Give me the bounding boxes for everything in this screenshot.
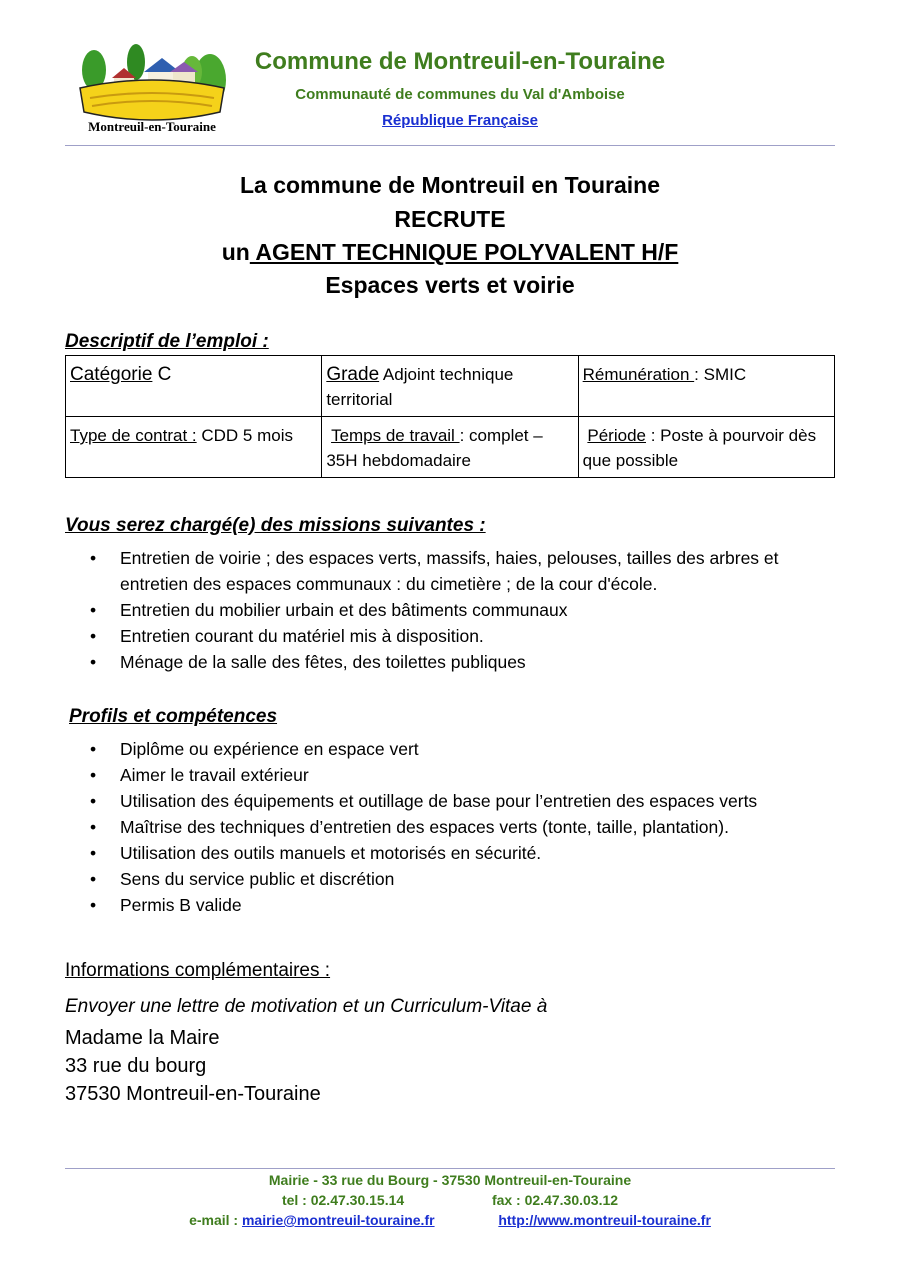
list-item: • Entretien du mobilier urbain et des bâtiments communaux xyxy=(65,597,835,623)
profile-heading: Profils et compétences xyxy=(69,706,278,727)
table-row xyxy=(66,356,835,417)
job-title-prefix: un xyxy=(221,239,250,265)
job-description-table xyxy=(65,355,835,478)
remuneration-cell: Rémunération : SMIC xyxy=(578,356,834,417)
footer-email-label: e-mail : xyxy=(189,1212,242,1228)
commune-title: Commune de Montreuil-en-Touraine xyxy=(254,48,666,75)
announcement-recrute: RECRUTE xyxy=(394,206,506,232)
missions-heading: Vous serez chargé(e) des missions suivantes : xyxy=(65,515,486,536)
profile-list xyxy=(65,736,835,918)
list-item: • Diplôme ou expérience en espace vert xyxy=(65,736,835,762)
footer-address: Mairie - 33 rue du Bourg - 37530 Montreuil-en-Touraine xyxy=(268,1172,632,1188)
header-divider xyxy=(65,145,835,146)
announcement-line-1: La commune de Montreuil en Touraine xyxy=(239,172,660,198)
address-line: 37530 Montreuil-en-Touraine xyxy=(65,1083,321,1105)
announcement-subtitle: Espaces verts et voirie xyxy=(325,272,575,298)
list-item: • Utilisation des outils manuels et motorisés en sécurité. xyxy=(65,840,835,866)
footer-contact xyxy=(65,1212,835,1228)
community-subtitle: Communauté de communes du Val d'Amboise xyxy=(295,86,625,103)
info-instruction: Envoyer une lettre de motivation et un Curriculum-Vitae à xyxy=(65,996,548,1017)
period-cell: Période : Poste à pourvoir dès que possible xyxy=(578,417,834,478)
list-item: • Entretien de voirie ; des espaces verts, massifs, haies, pelouses, tailles des arbres et entretien des espaces communaux : du cimetière ; de la cour d'école. xyxy=(65,545,835,597)
list-item: • Maîtrise des techniques d’entretien des espaces verts (tonte, taille, plantation). xyxy=(65,814,835,840)
announcement-job-title xyxy=(65,239,835,266)
contract-type-cell: Type de contrat : CDD 5 mois xyxy=(66,417,322,478)
footer-divider xyxy=(65,1168,835,1169)
list-item: • Permis B valide xyxy=(65,892,835,918)
address-line: 33 rue du bourg xyxy=(65,1055,207,1077)
job-title: AGENT TECHNIQUE POLYVALENT H/F xyxy=(249,239,679,265)
list-item: • Utilisation des équipements et outillage de base pour l’entretien des espaces verts xyxy=(65,788,835,814)
job-description-heading: Descriptif de l’emploi : xyxy=(65,331,269,352)
logo-text: Montreuil-en-Touraine xyxy=(88,119,216,134)
republique-link[interactable]: République Française xyxy=(382,112,538,129)
grade-cell: Grade Adjoint technique territorial xyxy=(322,356,578,417)
list-item: • Ménage de la salle des fêtes, des toilettes publiques xyxy=(65,649,835,675)
list-item: • Entretien courant du matériel mis à disposition. xyxy=(65,623,835,649)
footer-email-link[interactable]: mairie@montreuil-touraine.fr xyxy=(241,1212,435,1228)
address-line: Madame la Maire xyxy=(65,1027,220,1049)
missions-list xyxy=(65,545,835,675)
category-cell: Catégorie C xyxy=(66,356,322,417)
republique-link-wrap xyxy=(200,112,720,129)
list-item: • Aimer le travail extérieur xyxy=(65,762,835,788)
footer-phone-fax xyxy=(65,1192,835,1208)
info-heading: Informations complémentaires : xyxy=(65,960,331,981)
footer-fax: fax : 02.47.30.03.12 xyxy=(491,1192,619,1208)
table-row xyxy=(66,417,835,478)
working-time-cell: Temps de travail : complet – 35H hebdomadaire xyxy=(322,417,578,478)
list-item: • Sens du service public et discrétion xyxy=(65,866,835,892)
footer-website-link[interactable]: http://www.montreuil-touraine.fr xyxy=(498,1212,711,1228)
footer-tel: tel : 02.47.30.15.14 xyxy=(281,1192,405,1208)
